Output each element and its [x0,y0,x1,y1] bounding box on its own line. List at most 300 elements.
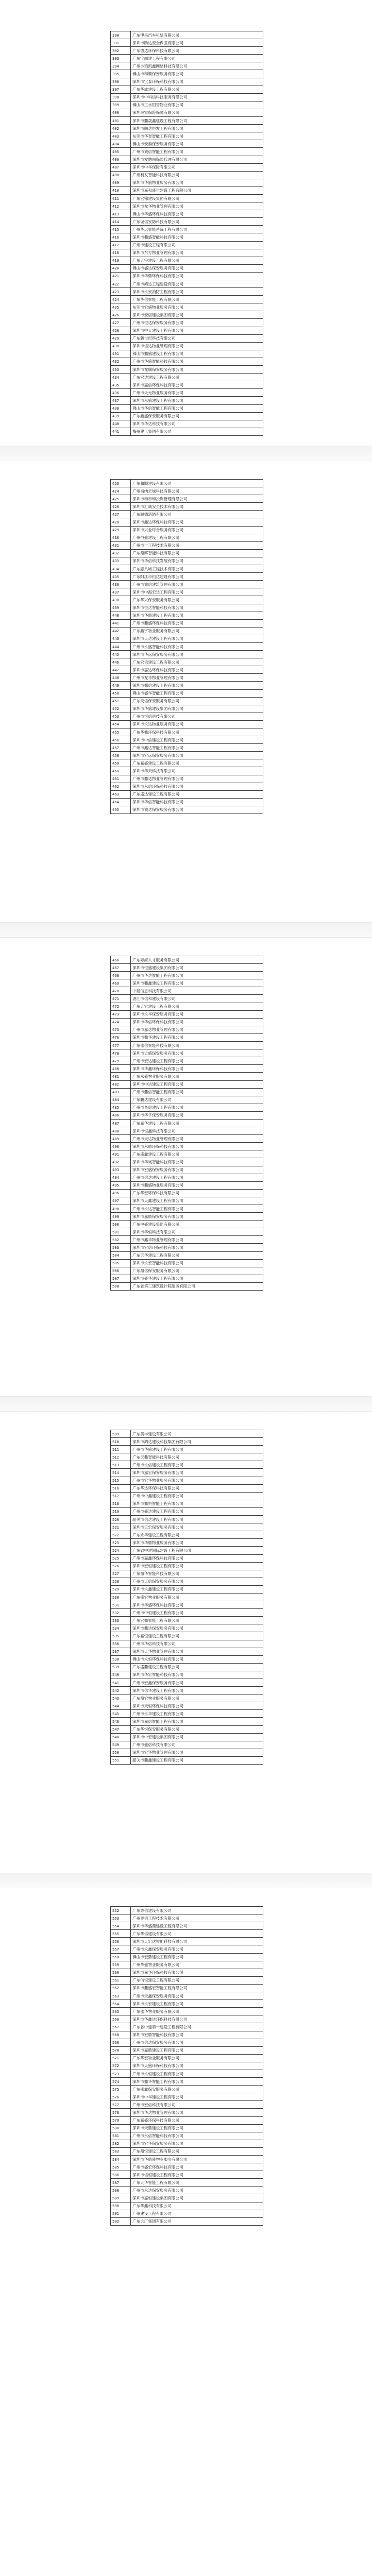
row-number: 551 [111,1756,131,1764]
company-name: 深圳市华信智能科技有限公司 [131,798,263,806]
company-name: 广东天信保安服务有限公司 [131,697,263,705]
table-row [111,257,263,264]
table-row [111,518,263,526]
row-number: 482 [111,1080,131,1088]
company-name: 广东中盛建设集团有限公司 [131,1221,263,1228]
company-name: 深圳市中信建设工程有限公司 [131,736,263,744]
company-name: 深圳市龙华物业管理有限公司 [131,202,263,210]
row-number: 439 [111,412,131,420]
company-name: 广州市宏华物业服务有限公司 [131,1477,263,1484]
table-row [111,2147,263,2155]
table-row [111,1523,263,1531]
table-row [111,249,263,257]
company-name: 广州市一工程技术有限公司 [131,541,263,549]
company-name: 深圳市华盛鼎建设工程有限公司 [131,1922,263,1930]
table-row [111,744,263,752]
row-number: 541 [111,1679,131,1687]
company-name: 广州市恒达保安服务有限公司 [131,319,263,327]
table-row [111,311,263,319]
row-number: 426 [111,311,131,319]
row-number: 433 [111,557,131,565]
row-number: 431 [111,541,131,549]
table-row [111,1158,263,1166]
row-number: 485 [111,1104,131,1111]
row-number: 410 [111,187,131,194]
row-number: 451 [111,697,131,705]
row-number: 494 [111,1174,131,1181]
company-name: 广东鹏达建设有限公司 [131,1096,263,1104]
company-name: 深圳市嘉鼎建设工程有限公司 [131,2046,263,2054]
table-row [111,2070,263,2077]
company-name: 深圳市鼎华建设工程有限公司 [131,1033,263,1041]
row-number: 444 [111,642,131,650]
table-row [111,1267,263,1275]
table-row [111,1042,263,1049]
company-name: 广东永盛物业服务有限公司 [131,1073,263,1080]
table-row [111,1702,263,1710]
company-name: 广东诚信安防科技有限公司 [131,218,263,226]
row-number: 525 [111,1554,131,1562]
table-row [111,1026,263,1033]
row-number: 468 [111,972,131,979]
company-name: 广州市永达智能工程有限公司 [131,1205,263,1213]
company-name: 深圳市永宏建设工程有限公司 [131,2000,263,2008]
company-name: 深圳市信恒建设工程有限公司 [131,2171,263,2179]
company-name: 深圳市永华保安服务有限公司 [131,1010,263,1018]
row-number: 584 [111,2156,131,2163]
company-name: 广东天华智能工程有限公司 [131,2179,263,2187]
company-name: 深圳市嘉宏保安服务有限公司 [131,1469,263,1477]
table-row [111,428,263,435]
company-name: 深圳市永安消防工程有限公司 [131,288,263,296]
row-number: 420 [111,264,131,272]
company-name: 深圳市发纳丽保险代理有限公司 [131,156,263,163]
table-row [111,2171,263,2179]
row-number: 459 [111,759,131,767]
company-list-table [110,1430,263,1765]
row-number: 430 [111,342,131,350]
row-number: 488 [111,1127,131,1135]
table-row [111,2140,263,2147]
table-row [111,1282,263,1290]
company-name: 广东华鑫科技有限公司 [131,2202,263,2210]
company-name: 广州利发智能科技有限公司 [131,171,263,179]
table-row [111,1236,263,1244]
row-number: 427 [111,511,131,518]
table-row [111,964,263,972]
table-row [111,163,263,171]
row-number: 591 [111,2210,131,2217]
row-number: 442 [111,627,131,635]
row-number: 520 [111,1516,131,1523]
company-name: 广州市诚信智能工程有限公司 [131,148,263,156]
row-number: 526 [111,1562,131,1570]
company-name: 深圳市恒盛建设集团有限公司 [131,964,263,972]
row-number: 473 [111,1010,131,1018]
row-number: 558 [111,1953,131,1961]
company-list-table [110,31,263,436]
company-name: 深圳市宝泰环保科技有限公司 [131,78,263,86]
company-name: 深圳市华鑫环保科技有限公司 [131,1065,263,1073]
table-row [111,1189,263,1197]
row-number: 484 [111,1096,131,1104]
page-separator [0,1873,372,1888]
company-name: 广东华宏物业服务有限公司 [131,2054,263,2062]
row-number: 580 [111,2124,131,2132]
table-row [111,2062,263,2070]
row-number: 543 [111,1694,131,1702]
table-row [111,1516,263,1523]
company-name: 深圳市嘉鼎保安服务有限公司 [131,1213,263,1221]
row-number: 533 [111,1617,131,1624]
row-number: 434 [111,565,131,573]
company-name: 广州市永信智能科技有限公司 [131,2132,263,2140]
table-row [111,1938,263,1945]
row-number: 506 [111,1267,131,1275]
row-number: 435 [111,573,131,581]
company-name: 深圳市安居建设集团有限公司 [131,311,263,319]
table-row [111,1127,263,1135]
row-number: 393 [111,55,131,62]
table-row [111,1593,263,1601]
company-name: 广东新世纪科技有限公司 [131,334,263,342]
row-number: 419 [111,257,131,264]
table-row [111,1733,263,1741]
company-name: 广东宏锦建设集团有限公司 [131,194,263,202]
company-name: 佛山市永恒环保科技有限公司 [131,1655,263,1663]
table-row [111,358,263,365]
row-number: 513 [111,1461,131,1469]
row-number: 588 [111,2187,131,2194]
company-name: 深圳市永盛建设工程有限公司 [131,397,263,404]
table-row [111,1492,263,1500]
table-row [111,1554,263,1562]
table-row [111,264,263,272]
table-row [111,179,263,187]
row-number: 418 [111,249,131,257]
row-number: 564 [111,2000,131,2008]
table-row [111,2187,263,2194]
table-row [111,1166,263,1174]
table-row [111,202,263,210]
company-name: 深圳市宏信环保科技有限公司 [131,1244,263,1251]
row-number: 403 [111,132,131,140]
table-row [111,713,263,720]
row-number: 424 [111,487,131,495]
company-name: 深圳市信达物业管理有限公司 [131,342,263,350]
company-name: 广东和顺建设有限公司 [131,480,263,487]
table-row [111,194,263,202]
table-row [111,565,263,573]
company-name: 深圳市嘉信环保科技有限公司 [131,381,263,389]
row-number: 428 [111,327,131,334]
row-number: 490 [111,1143,131,1150]
table-row [111,1531,263,1539]
table-row [111,503,263,511]
company-list-table [110,1906,263,2226]
company-name: 广州市信达保安服务有限公司 [131,2039,263,2046]
page-separator [0,1396,372,1412]
company-name: 佛山市盛达保安服务有限公司 [131,264,263,272]
company-name: 深圳市鼎晟鑫建设工程有限公司 [131,117,263,125]
company-name: 深圳市华盛物业服务有限公司 [131,179,263,187]
row-number: 491 [111,1150,131,1158]
row-number: 408 [111,171,131,179]
row-number: 547 [111,1725,131,1733]
company-name: 广州粤信工程技术有限公司 [131,1914,263,1922]
table-row [111,1562,263,1570]
table-row [111,1477,263,1484]
company-name: 深圳市恒鑫科技有限公司 [131,1127,263,1135]
table-row [111,210,263,218]
row-number: 577 [111,2101,131,2109]
company-name: 广东嘉恒建设工程有限公司 [131,1632,263,1640]
row-number: 504 [111,1251,131,1259]
company-name: 深圳市中科信科技服务有限公司 [131,93,263,101]
table-row [111,682,263,689]
table-row [111,511,263,518]
company-name: 广东省中建第一建设工程有限公司 [131,2023,263,2031]
table-row [111,125,263,132]
table-row [111,374,263,381]
row-number: 515 [111,1477,131,1484]
table-row [111,2046,263,2054]
table-row [111,1741,263,1749]
table-row [111,2194,263,2202]
company-name: 深圳市汇诚安全技术有限公司 [131,503,263,511]
row-number: 396 [111,78,131,86]
row-number: 496 [111,1189,131,1197]
table-row [111,420,263,428]
company-name: 广东华宏环保科技有限公司 [131,1189,263,1197]
company-name: 广州市天元物业服务有限公司 [131,389,263,397]
row-number: 529 [111,1585,131,1593]
row-number: 413 [111,210,131,218]
table-row [111,171,263,179]
company-name: 深圳市天达建设工程有限公司 [131,635,263,642]
table-row [111,1065,263,1073]
company-name: 深圳市宏盛保安服务有限公司 [131,1166,263,1174]
table-row [111,604,263,612]
row-number: 440 [111,612,131,619]
company-name: 广州小鸡凯鑫网络科技有限公司 [131,62,263,70]
table-row [111,366,263,374]
row-number: 445 [111,651,131,658]
row-number: 470 [111,987,131,995]
row-number: 456 [111,736,131,744]
row-number: 431 [111,350,131,358]
row-number: 412 [111,202,131,210]
row-number: 426 [111,503,131,511]
table-row [111,109,263,116]
row-number: 441 [111,428,131,435]
company-name: 广州市诚信建筑管理有限公司 [131,581,263,588]
row-number: 549 [111,1741,131,1749]
table-row [111,987,263,995]
table-row [111,1609,263,1617]
row-number: 514 [111,1469,131,1477]
row-number: 535 [111,1632,131,1640]
table-row [111,86,263,93]
row-number: 436 [111,581,131,588]
table-row [111,93,263,101]
company-name: 深圳市华鼎盛物业服务有限公司 [131,2156,263,2163]
table-row [111,674,263,682]
row-number: 475 [111,1026,131,1033]
table-row [111,627,263,635]
company-name: 广州市嘉鑫环保科技有限公司 [131,1554,263,1562]
row-number: 568 [111,2031,131,2039]
row-number: 567 [111,2023,131,2031]
company-name: 深圳市永信环保科技有限公司 [131,783,263,790]
row-number: 557 [111,1945,131,1953]
row-number: 395 [111,70,131,78]
table-row [111,1640,263,1648]
company-name: 深圳市华信环保科技有限公司 [131,1018,263,1026]
table-row [111,2039,263,2046]
table-row [111,241,263,249]
company-name: 深圳市宏恒建设工程有限公司 [131,1562,263,1570]
company-name: 广州市华达智能工程有限公司 [131,972,263,979]
row-number: 561 [111,1976,131,1984]
company-name: 广州建设工程有限公司 [131,2210,263,2217]
table-row [111,1096,263,1104]
row-number: 539 [111,1663,131,1671]
company-name: 深圳市永鑫建设工程有限公司 [131,1585,263,1593]
company-name: 深圳市宏远保安服务有限公司 [131,752,263,759]
row-number: 478 [111,1049,131,1057]
row-number: 505 [111,1259,131,1267]
row-number: 498 [111,1205,131,1213]
row-number: 522 [111,1531,131,1539]
row-number: 576 [111,2093,131,2101]
table-row [111,790,263,798]
company-name: 深圳市中宏建设集团有限公司 [131,1733,263,1741]
company-name: 广州市盛宏环保科技有限公司 [131,2163,263,2171]
company-name: 广州华远智能系统工程有限公司 [131,226,263,233]
table-row [111,2179,263,2187]
company-name: 深圳市鹏达恒发工程有限公司 [131,125,263,132]
row-number: 421 [111,272,131,280]
company-name: 佛山市宏鼎建设工程有限公司 [131,1953,263,1961]
row-number: 400 [111,109,131,116]
table-row [111,2109,263,2116]
row-number: 436 [111,389,131,397]
company-name: 湛江市信和建设有限公司 [131,995,263,1003]
table-row [111,218,263,226]
row-number: 457 [111,744,131,752]
row-number: 523 [111,1539,131,1547]
table-row [111,759,263,767]
company-name: 广东盛华物业服务有限公司 [131,2008,263,2015]
table-row [111,1049,263,1057]
row-number: 423 [111,288,131,296]
company-name: 广州市盛达建设工程有限公司 [131,1507,263,1515]
company-name: 广东鼎信保安服务有限公司 [131,1267,263,1275]
row-number: 590 [111,2202,131,2210]
company-name: 深圳市鸿达建设科技集团有限公司 [131,1438,263,1446]
company-name: 深圳市宏华物业管理有限公司 [131,1749,263,1756]
company-name: 广东天鼎智能科技有限公司 [131,1453,263,1461]
table-row [111,226,263,233]
row-number: 440 [111,420,131,428]
row-number: 480 [111,1065,131,1073]
row-number: 540 [111,1671,131,1679]
company-name: 广州市永华建设工程有限公司 [131,1710,263,1718]
table-row [111,47,263,55]
table-row [111,705,263,713]
row-number: 402 [111,125,131,132]
company-name: 广州市华盛建设工程有限公司 [131,1446,263,1453]
company-name: 广东宏鼎智能工程有限公司 [131,1617,263,1624]
row-number: 398 [111,93,131,101]
table-row [111,1205,263,1213]
table-row [111,1213,263,1221]
row-number: 521 [111,1523,131,1531]
table-row [111,720,263,728]
table-row [111,148,263,156]
row-number: 542 [111,1687,131,1694]
page-separator [0,922,372,938]
table-row [111,1687,263,1694]
row-number: 423 [111,480,131,487]
company-name: 深圳市鼎华智能工程有限公司 [131,2078,263,2086]
row-number: 432 [111,549,131,557]
company-name: 深圳市东方物业管理有限公司 [131,249,263,257]
row-number: 571 [111,2054,131,2062]
row-number: 569 [111,2039,131,2046]
table-row [111,487,263,495]
row-number: 592 [111,2217,131,2225]
row-number: 527 [111,1570,131,1578]
row-number: 463 [111,790,131,798]
table-row [111,1671,263,1679]
company-name: 深圳市嘉恒建设集团有限公司 [131,2194,263,2202]
company-name: 广东天华建设工程有限公司 [131,1251,263,1259]
company-name: 广东宝丽建工程有限公司 [131,55,263,62]
company-name: 广东盛鼎建设工程有限公司 [131,1663,263,1671]
company-name: 广州市鑫华物业管理有限公司 [131,1236,263,1244]
row-number: 447 [111,666,131,674]
company-name: 广东鑫宇物业服务有限公司 [131,627,263,635]
table-row [111,697,263,705]
table-row [111,1010,263,1018]
row-number: 548 [111,1733,131,1741]
table-row [111,404,263,412]
row-number: 537 [111,1648,131,1655]
table-row [111,1057,263,1065]
company-name: 广州市中鑫建设工程有限公司 [131,1492,263,1500]
table-row [111,1570,263,1578]
company-name: 广东宏达建设工程有限公司 [131,374,263,381]
row-number: 428 [111,518,131,526]
row-number: 424 [111,296,131,303]
company-name: 广州市永信建设工程有限公司 [131,1461,263,1469]
company-name: 广东鼎华智能科技有限公司 [131,1570,263,1578]
company-name: 广东顺德消防有限公司 [131,511,263,518]
company-name: 深圳市龙腾保安服务有限公司 [131,366,263,374]
table-row [111,767,263,775]
row-number: 502 [111,1236,131,1244]
company-name: 广东美丰建设有限公司 [131,1430,263,1438]
company-name: 广州市华盛智能科技有限公司 [131,358,263,365]
company-name: 广东盛达建设工程有限公司 [131,790,263,798]
company-name: 深圳市宏华保安服务有限公司 [131,2140,263,2147]
table-row [111,1907,263,1914]
row-number: 427 [111,319,131,327]
table-row [111,1259,263,1267]
row-number: 437 [111,397,131,404]
